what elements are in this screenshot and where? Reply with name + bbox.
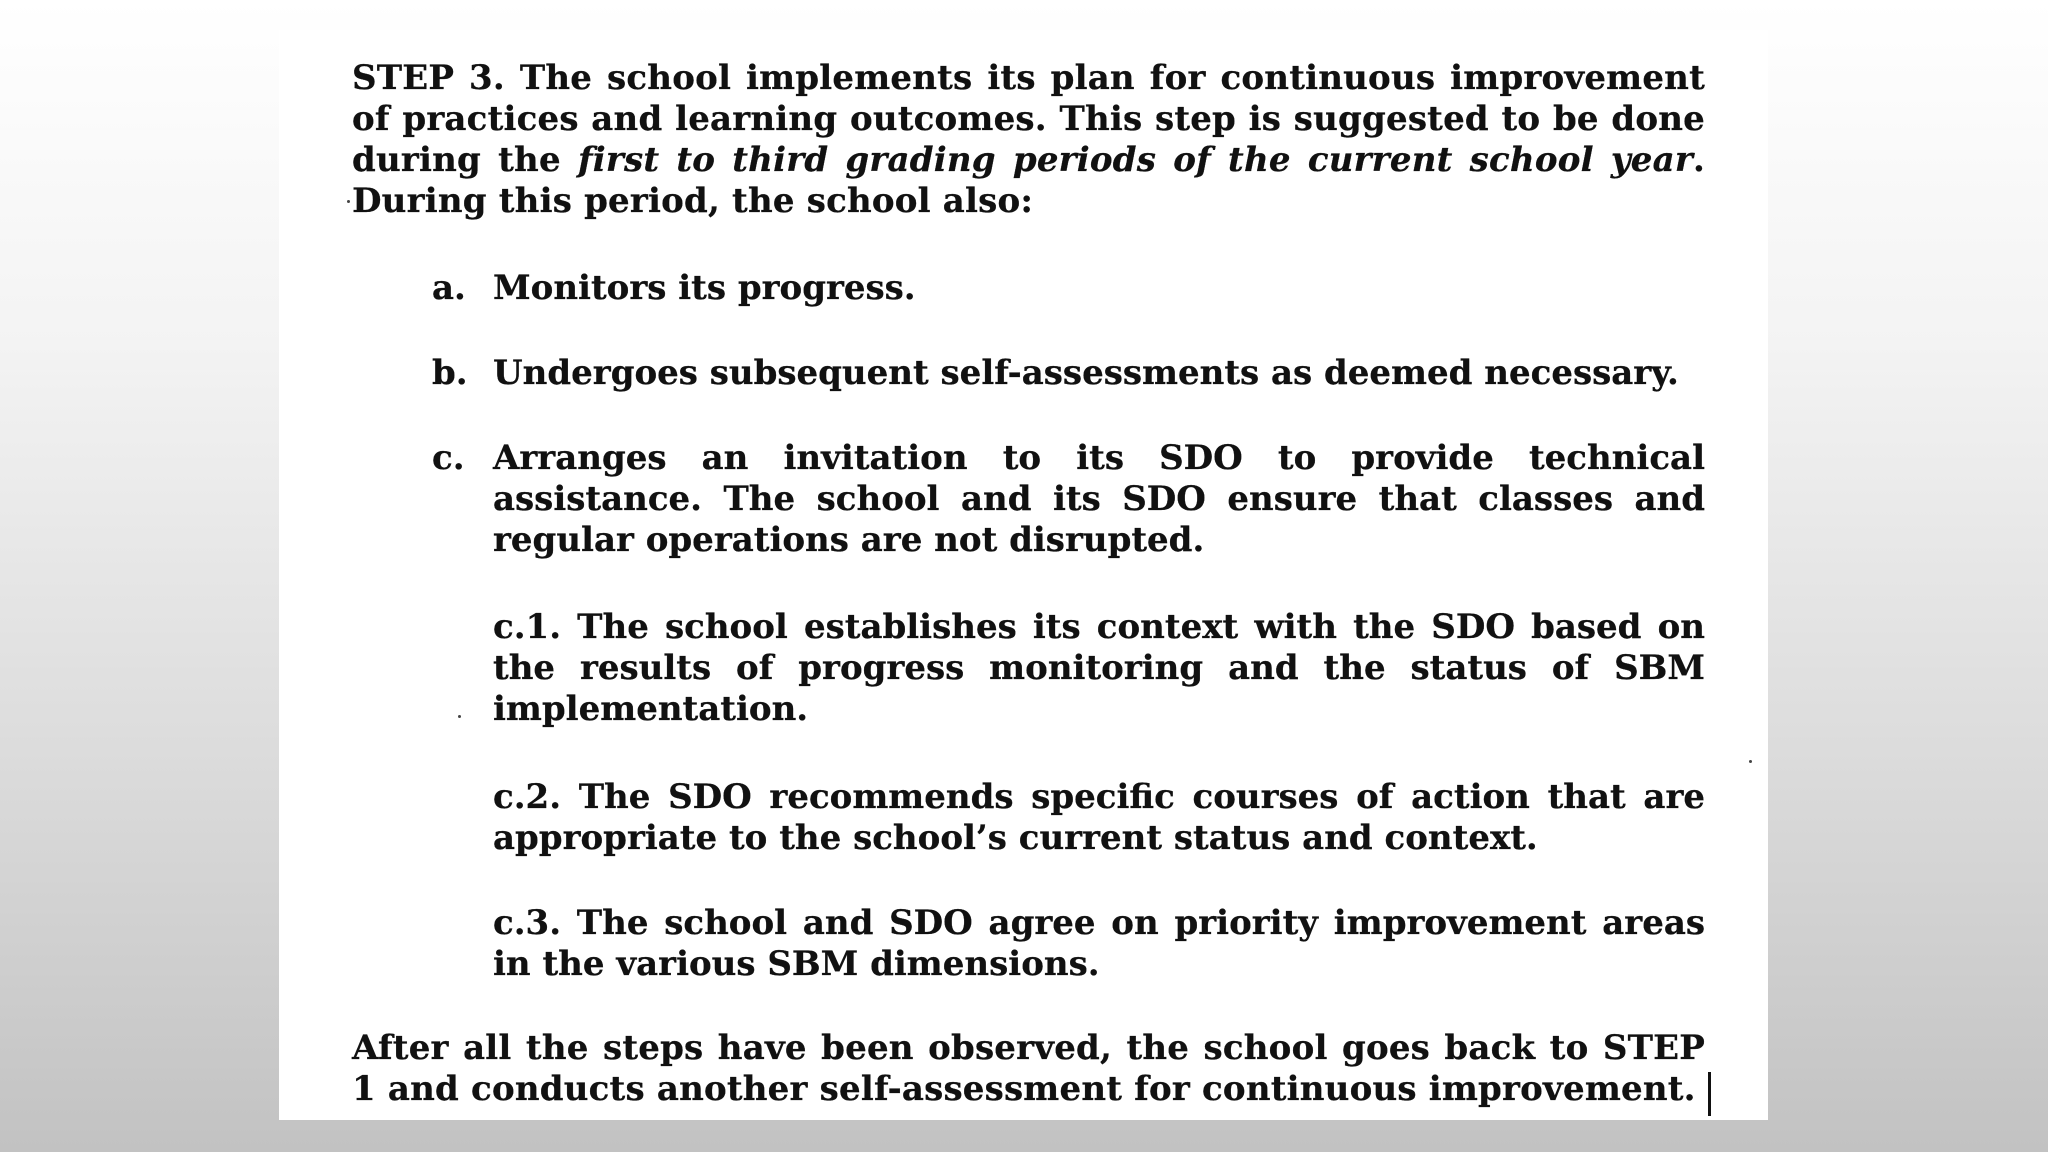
list-item-b [432, 353, 1705, 394]
list-item-text: Monitors its progress. [493, 268, 916, 308]
sub-item-c3: c.3. The school and SDO agree on priority improvement areas in the various SBM dimensions. [493, 903, 1705, 984]
step-3-emphasis: first to third grading periods of the current school year [577, 140, 1693, 180]
list-item-text: Undergoes subsequent self-assessments as deemed necessary. [493, 353, 1679, 393]
list-item-text: Arranges an invitation to its SDO to provide technical assistance. The school and its SDO ensure that classes and regular operations are not disrupted. [493, 438, 1705, 560]
list-marker: b. [432, 353, 468, 393]
document-page [279, 30, 1768, 1120]
step-3-lead: STEP 3. The school implements its plan for continuous improvement of practices and learning outcomes. This step is suggested to be done during the [352, 58, 1705, 180]
step-3-tail: . During this period, the school also: [352, 140, 1706, 221]
list-marker: c. [432, 438, 465, 478]
scan-speck [347, 200, 350, 203]
list-marker: a. [432, 268, 466, 308]
text-cursor-mark [1708, 1072, 1711, 1116]
list-item-a [432, 268, 1705, 309]
list-item-c [432, 438, 1705, 561]
step-3-paragraph [352, 58, 1705, 222]
sub-item-c2: c.2. The SDO recommends specific courses of action that are appropriate to the school’s current status and context. [493, 777, 1705, 858]
sub-item-c1: c.1. The school establishes its context with the SDO based on the results of progress monitoring and the status of SBM implementation. [493, 607, 1705, 729]
closing-paragraph: After all the steps have been observed, the school goes back to STEP 1 and conducts another self-assessment for continuous improvement. [352, 1028, 1705, 1109]
scan-speck [458, 715, 461, 718]
scan-speck [1749, 760, 1752, 763]
